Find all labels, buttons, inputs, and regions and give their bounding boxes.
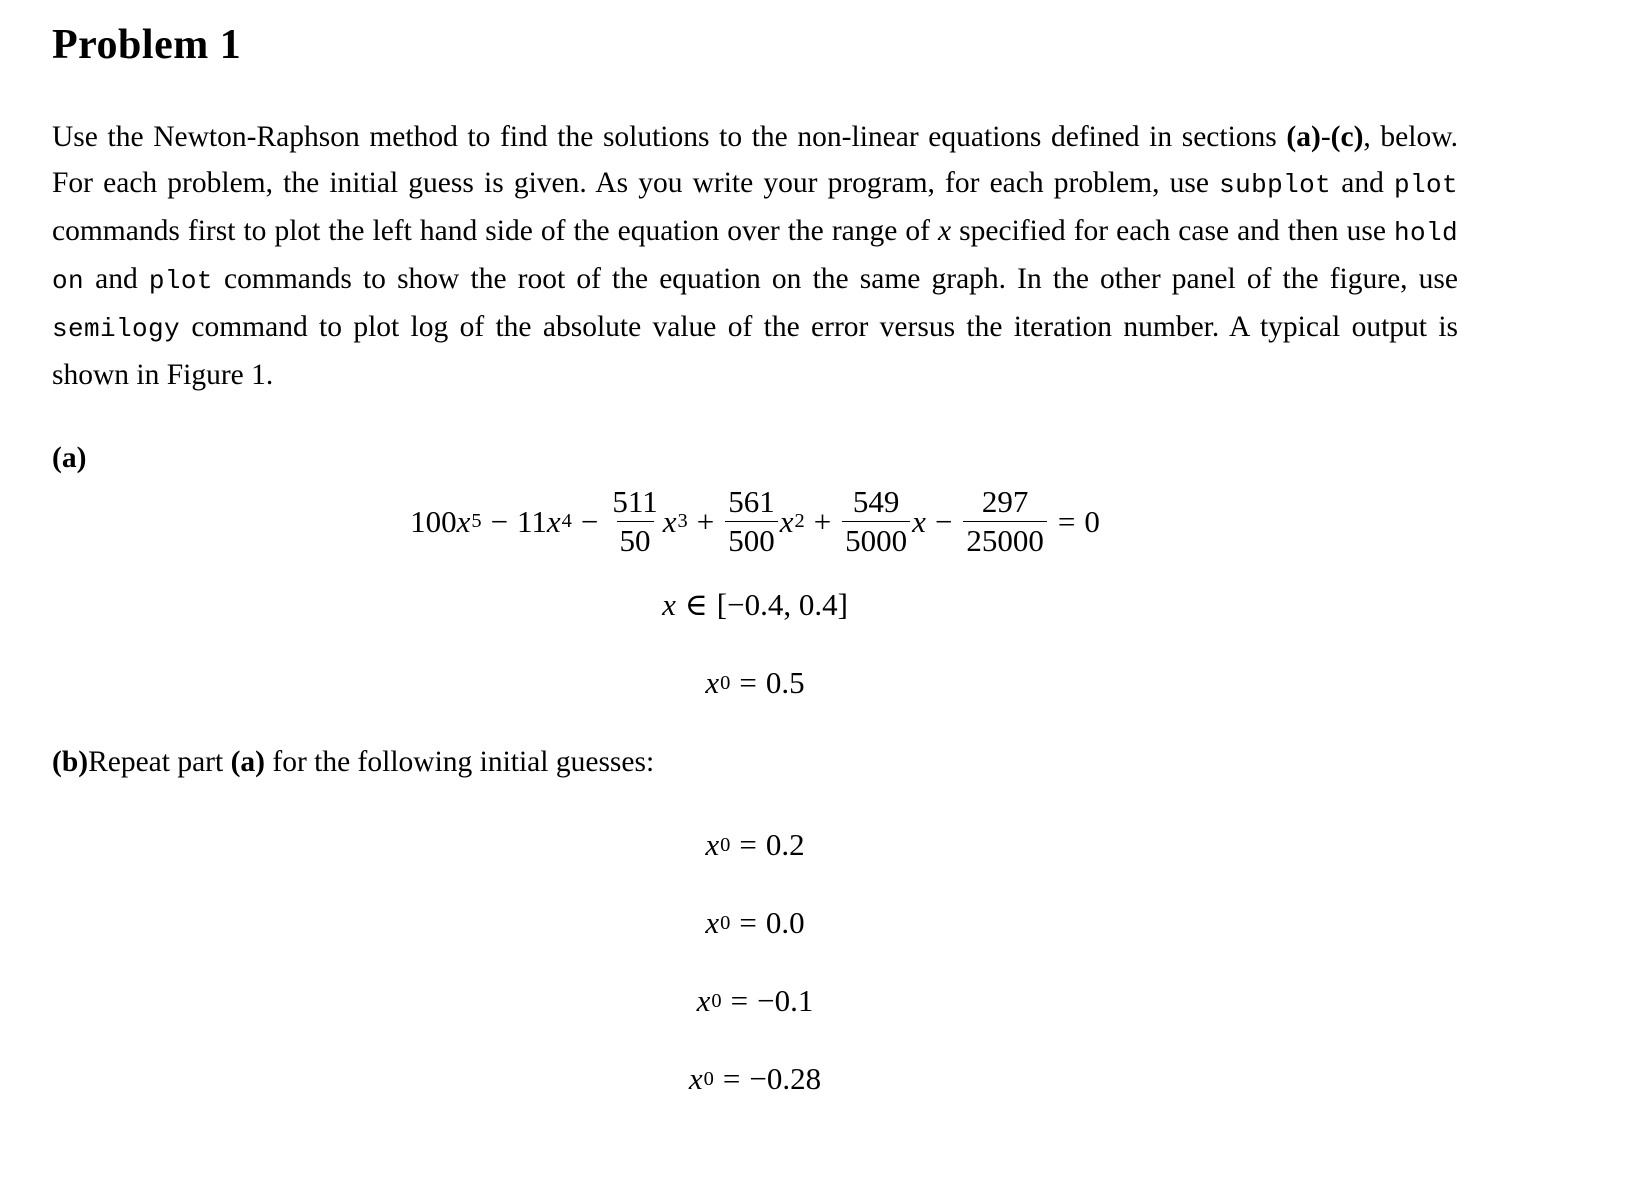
domain-statement	[52, 587, 1458, 623]
part-b-statement	[52, 739, 1458, 785]
initial-guess-a: x 0 = 0.5	[705, 665, 805, 701]
label-c-inline: (c)	[1330, 121, 1364, 154]
guess-b4-equals: =	[722, 1061, 741, 1097]
term5-variable: x	[912, 503, 926, 539]
guess-a-equals: =	[739, 665, 757, 701]
fraction-3-numerator: 549	[852, 484, 900, 520]
part-b-text-2: for the following initial guesses:	[265, 746, 655, 779]
paragraph-segment-2: , below. For each problem, the initial guess is given. As you write your program, for each problem, use	[52, 121, 1458, 200]
code-plot: plot	[1393, 170, 1458, 201]
paragraph-segment-6: and	[84, 263, 149, 296]
fraction-4-denominator: 25000	[963, 521, 1047, 557]
term1-variable: x	[456, 503, 471, 539]
fraction-2-denominator: 500	[725, 521, 778, 557]
page-title: Problem 1	[52, 22, 242, 68]
equation-expression: 100 x 5 − 11 x 4 − $\frac{511}{50}$ x 3 + $\frac{561}{500}$ x 2 + $\frac{549}{5000}$ x − $\frac{297}{25000}$ = 0	[410, 484, 1100, 558]
guess-b3-equals: =	[730, 983, 749, 1019]
guess-b2-value: 0.0	[765, 905, 805, 941]
term3-group: $\frac{511}{50}$ x 3	[607, 485, 687, 557]
term4-group: $\frac{561}{500}$ x 2	[723, 485, 804, 557]
fraction-549-5000	[842, 485, 910, 557]
part-b-text-1: Repeat part	[88, 746, 231, 779]
fraction-297-25000	[963, 485, 1047, 557]
operator-2: −	[580, 503, 599, 539]
code-semilogy: semilogy	[52, 314, 181, 345]
operator-1: −	[490, 503, 509, 539]
guess-b3-value: −0.1	[757, 983, 814, 1019]
initial-guess-b-2: x 0 = 0.0	[705, 905, 805, 941]
initial-guess-list	[52, 827, 1458, 1097]
domain-variable: x	[662, 587, 676, 623]
term3-variable: x	[662, 503, 677, 539]
term1-coefficient: 100	[410, 503, 457, 539]
paragraph-segment-3: and	[1331, 167, 1394, 200]
part-a-label: (a)	[52, 442, 87, 475]
initial-guess-b-1: x 0 = 0.2	[705, 827, 805, 863]
guess-b2-variable: x	[705, 905, 720, 941]
paragraph-segment-1: Use the Newton-Raphson method to find the solutions to the non-linear equations defined in sections	[52, 121, 1287, 154]
paragraph-segment-5: specified for each case and then use	[951, 215, 1394, 248]
term2-variable: x	[546, 503, 561, 539]
code-subplot: subplot	[1219, 170, 1332, 201]
paragraph-segment-7: commands to show the root of the equation on the same graph. In the other panel of the figure, use	[212, 263, 1458, 296]
fraction-4-numerator: 297	[981, 484, 1029, 520]
label-a-inline: (a)	[1286, 121, 1321, 154]
equals-sign: =	[1057, 503, 1076, 539]
initial-guess-b-4: x 0 = −0.28	[688, 1061, 822, 1097]
fraction-3-denominator: 5000	[842, 521, 910, 557]
operator-4: +	[813, 503, 832, 539]
guess-b1-equals: =	[739, 827, 757, 863]
guess-b1-value: 0.2	[765, 827, 805, 863]
guess-b3-variable: x	[696, 983, 711, 1019]
guess-b4-value: −0.28	[749, 1061, 822, 1097]
equation-a	[52, 485, 1458, 557]
term5-group	[840, 485, 926, 557]
intro-paragraph	[52, 114, 1458, 398]
part-b-ref-a: (a)	[230, 746, 265, 779]
guess-a-value: 0.5	[765, 665, 805, 701]
guess-b1-variable: x	[705, 827, 720, 863]
code-plot-2: plot	[148, 266, 213, 297]
fraction-2-numerator: 561	[728, 484, 775, 520]
fraction-561-500	[725, 485, 778, 557]
operator-3: +	[696, 503, 715, 539]
inline-var-x: x	[938, 215, 952, 248]
fraction-1-numerator: 511	[612, 484, 658, 520]
guess-a-variable: x	[705, 665, 720, 701]
part-b-label: (b)	[52, 746, 89, 779]
equation-rhs: 0	[1084, 503, 1100, 539]
domain-interval: [−0.4, 0.4]	[716, 587, 848, 623]
guess-b2-equals: =	[739, 905, 757, 941]
term4-variable: x	[779, 503, 794, 539]
paragraph-segment-8: command to plot log of the absolute value of the error versus the iteration number. A typical output is shown in Figure 1.	[52, 311, 1458, 392]
paragraph-segment-4: commands first to plot the left hand side of the equation over the range of	[52, 215, 939, 248]
element-of-symbol: ∈	[684, 587, 708, 623]
document-body	[52, 22, 1458, 1097]
initial-guess-b-3: x 0 = −0.1	[696, 983, 814, 1019]
code-hold-on: hold on	[52, 218, 1458, 297]
operator-5: −	[934, 503, 953, 539]
dash-separator: -	[1320, 121, 1331, 154]
guess-b4-variable: x	[688, 1061, 703, 1097]
fraction-511-50	[609, 485, 660, 557]
term2-coefficient: 11	[517, 503, 547, 539]
fraction-1-denominator: 50	[617, 521, 654, 557]
